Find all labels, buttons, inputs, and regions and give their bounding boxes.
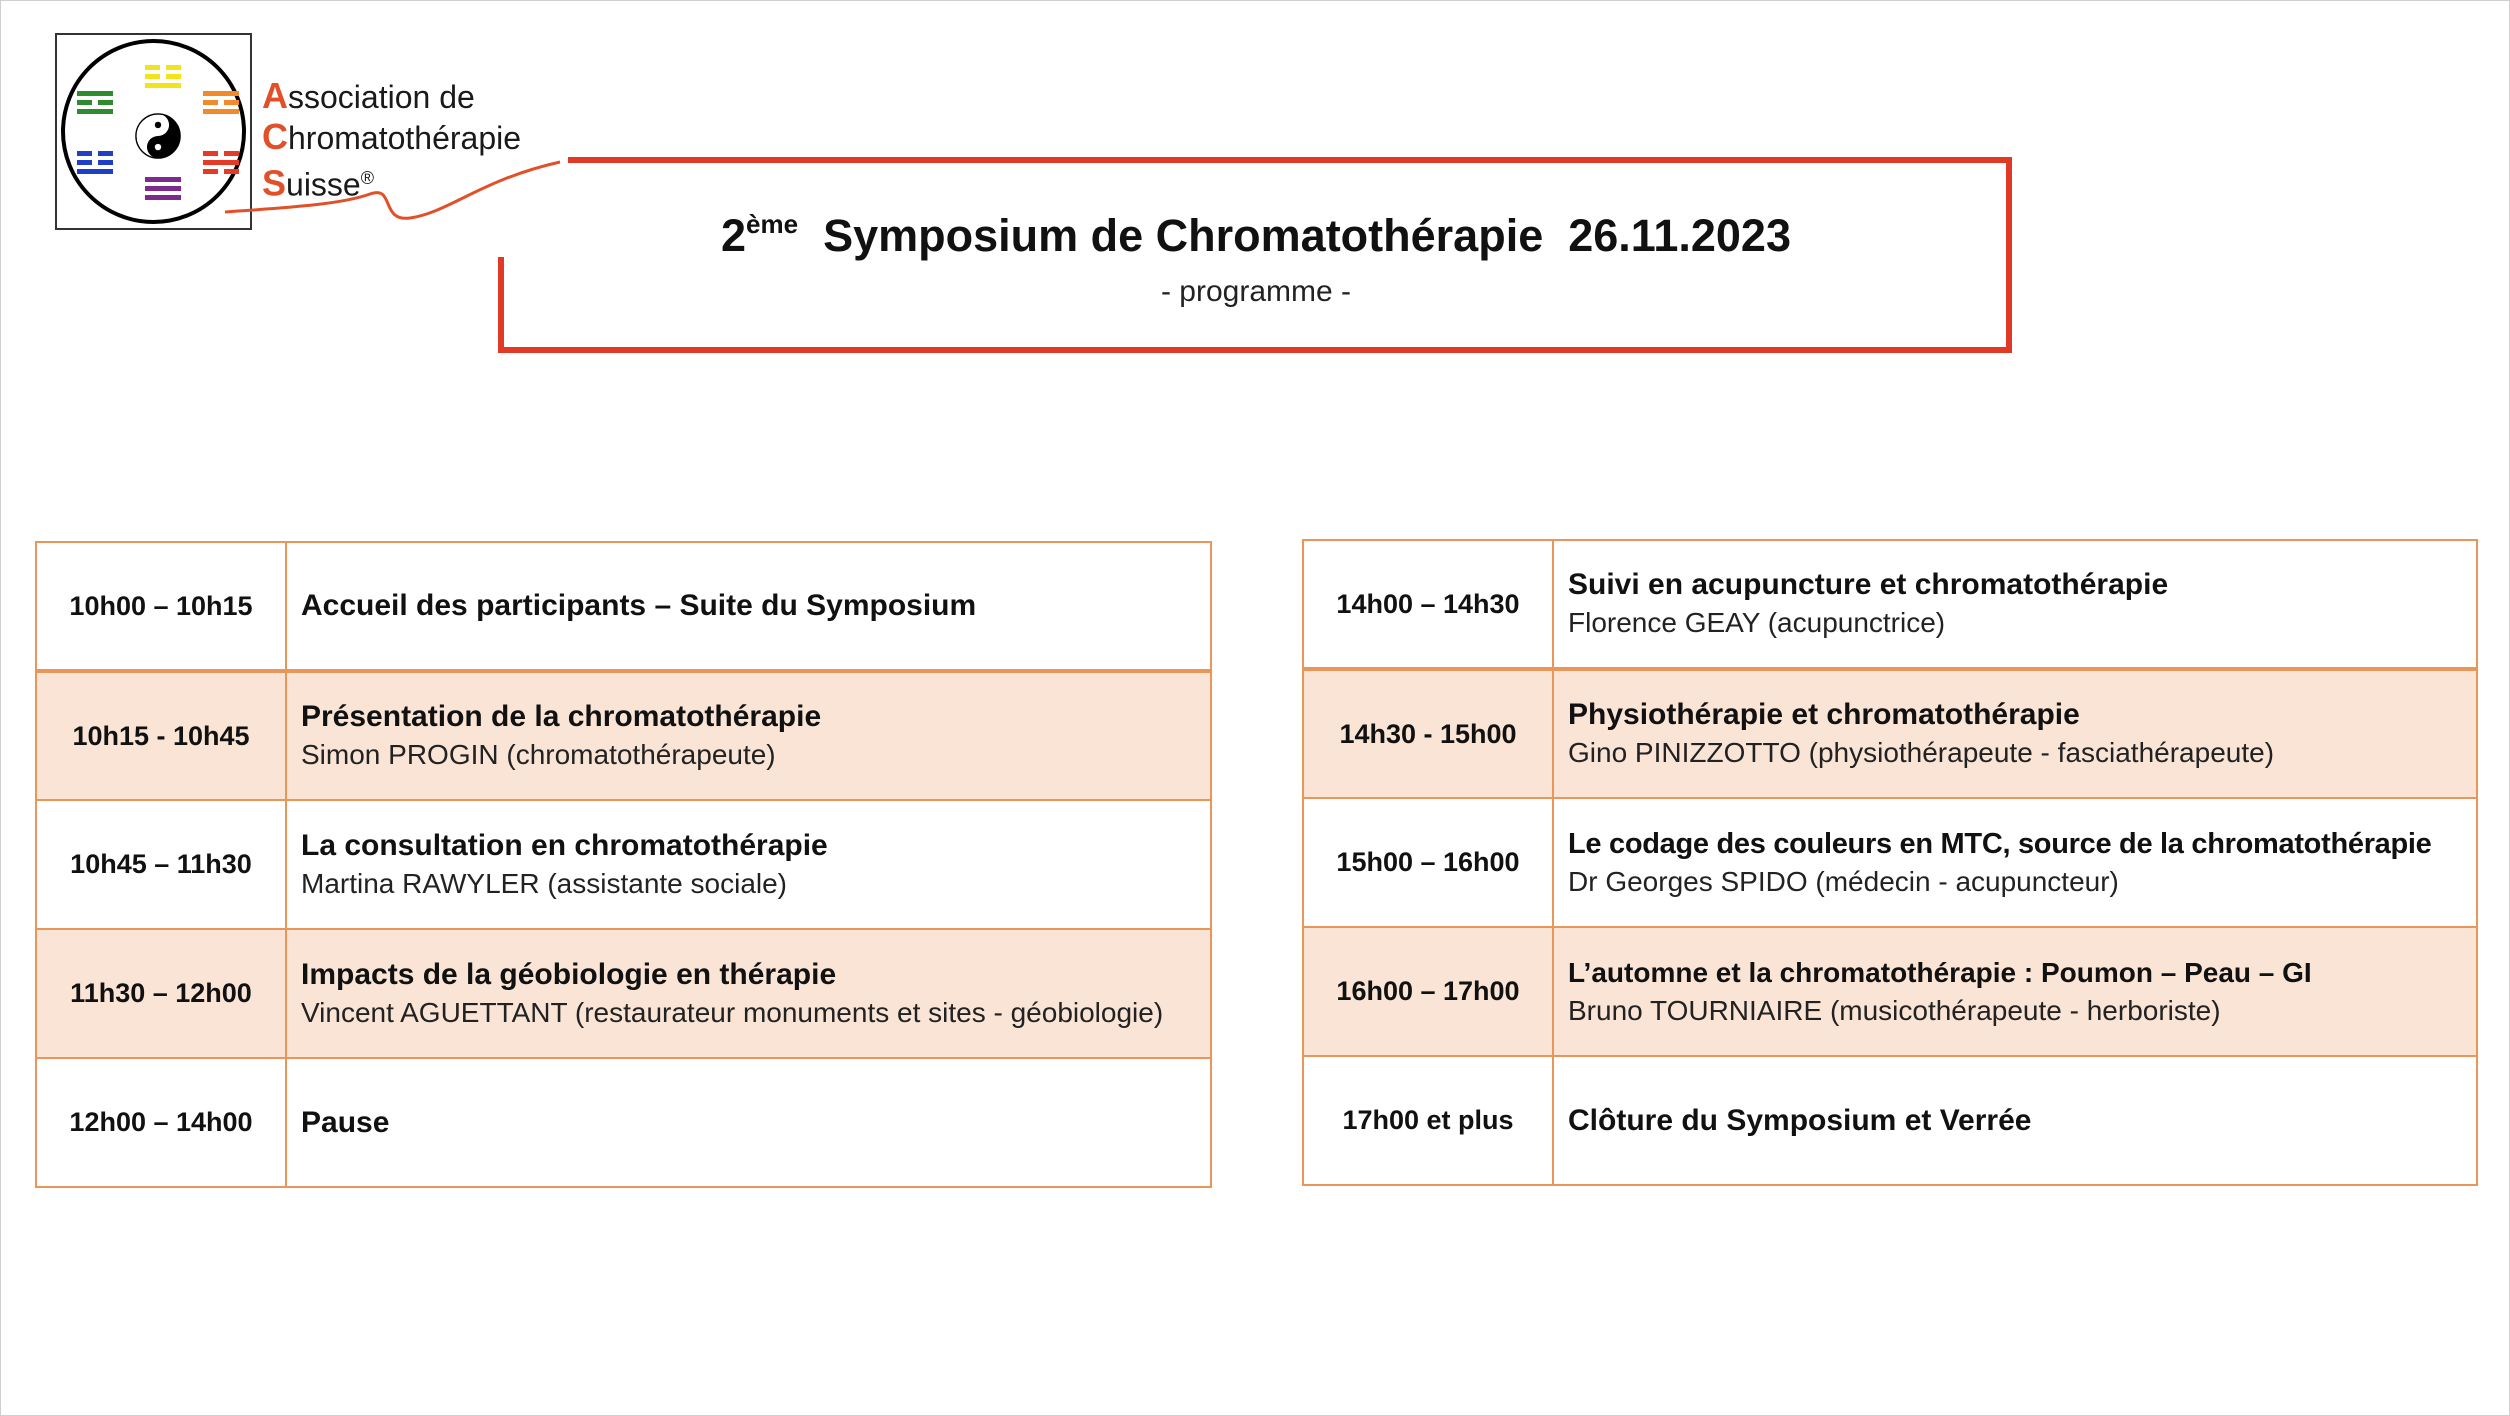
session-cell: [1553, 1056, 2477, 1185]
session-title: Présentation de la chromatothérapie: [301, 700, 822, 733]
page-subtitle: - programme -: [1160, 275, 1352, 308]
time-cell: 15h00 – 16h00: [1303, 798, 1553, 927]
time-cell: 12h00 – 14h00: [36, 1058, 286, 1187]
schedule-row: [1303, 927, 2477, 1056]
session-cell: [1553, 669, 2477, 798]
logo-line-3: Suisse®: [262, 162, 374, 204]
logo-line-1: Association de: [262, 75, 475, 116]
session-speaker: Bruno TOURNIAIRE (musicothérapeute - herboriste): [1568, 994, 2221, 1026]
schedule-row: [36, 671, 1211, 800]
session-speaker: Vincent AGUETTANT (restaurateur monuments et sites - géobiologie): [301, 996, 1164, 1028]
time-cell: 11h30 – 12h00: [36, 929, 286, 1058]
schedule-morning-table: [35, 541, 1212, 1188]
trigram-top-left-icon: [77, 91, 113, 118]
session-title: Physiothérapie et chromatothérapie: [1568, 698, 2080, 731]
page-title: 2ème Symposium de Chromatothérapie 26.11.2023: [721, 209, 1791, 261]
session-title: Clôture du Symposium et Verrée: [1568, 1103, 2032, 1137]
session-title: Accueil des participants – Suite du Symposium: [301, 589, 977, 622]
schedule-row: [36, 929, 1211, 1058]
session-speaker: Dr Georges SPIDO (médecin - acupuncteur): [1568, 865, 2119, 897]
trigram-left-icon: [77, 151, 113, 178]
schedule-row: [1303, 798, 2477, 927]
yin-yang-icon: [135, 113, 181, 159]
session-cell: [286, 800, 1211, 929]
session-cell: [1553, 540, 2477, 669]
time-cell: 14h30 - 15h00: [1303, 669, 1553, 798]
trigram-top-icon: [145, 65, 181, 92]
schedule-afternoon-table: [1302, 539, 2478, 1186]
session-title: Pause: [301, 1105, 390, 1139]
logo-circle: [61, 39, 246, 224]
session-cell: [1553, 798, 2477, 927]
time-cell: 10h00 – 10h15: [36, 542, 286, 671]
session-cell: [1553, 927, 2477, 1056]
time-cell: 14h00 – 14h30: [1303, 540, 1553, 669]
session-title: Suivi en acupuncture et chromatothérapie: [1568, 568, 2169, 601]
schedule-row: [1303, 540, 2477, 669]
schedule-row: [36, 1058, 1211, 1187]
session-title: La consultation en chromatothérapie: [301, 828, 828, 862]
schedule-row: [1303, 1056, 2477, 1185]
session-title: L’automne et la chromatothérapie : Poumon – Peau – GI: [1568, 956, 2312, 988]
session-cell: [286, 542, 1211, 671]
session-cell: [286, 1058, 1211, 1187]
time-cell: 17h00 et plus: [1303, 1056, 1553, 1185]
logo-line-2: Chromatothérapie: [262, 116, 522, 157]
title-frame: [498, 157, 2014, 353]
time-cell: 10h15 - 10h45: [36, 671, 286, 800]
trigram-bottom-icon: [145, 177, 181, 204]
session-speaker: Florence GEAY (acupunctrice): [1568, 607, 1946, 638]
session-speaker: Simon PROGIN (chromatothérapeute): [301, 739, 776, 770]
time-cell: 10h45 – 11h30: [36, 800, 286, 929]
schedule-row: [36, 800, 1211, 929]
session-speaker: Gino PINIZZOTTO (physiothérapeute - fasciathérapeute): [1568, 737, 2275, 768]
session-title: Impacts de la géobiologie en thérapie: [301, 957, 837, 991]
schedule-row: [36, 542, 1211, 671]
time-cell: 16h00 – 17h00: [1303, 927, 1553, 1056]
trigram-top-right-icon: [203, 91, 239, 118]
session-speaker: Martina RAWYLER (assistante sociale): [301, 867, 788, 899]
session-cell: [286, 671, 1211, 800]
session-title: Le codage des couleurs en MTC, source de la chromatothérapie: [1568, 827, 2432, 860]
schedule-row: [1303, 669, 2477, 798]
session-cell: [286, 929, 1211, 1058]
